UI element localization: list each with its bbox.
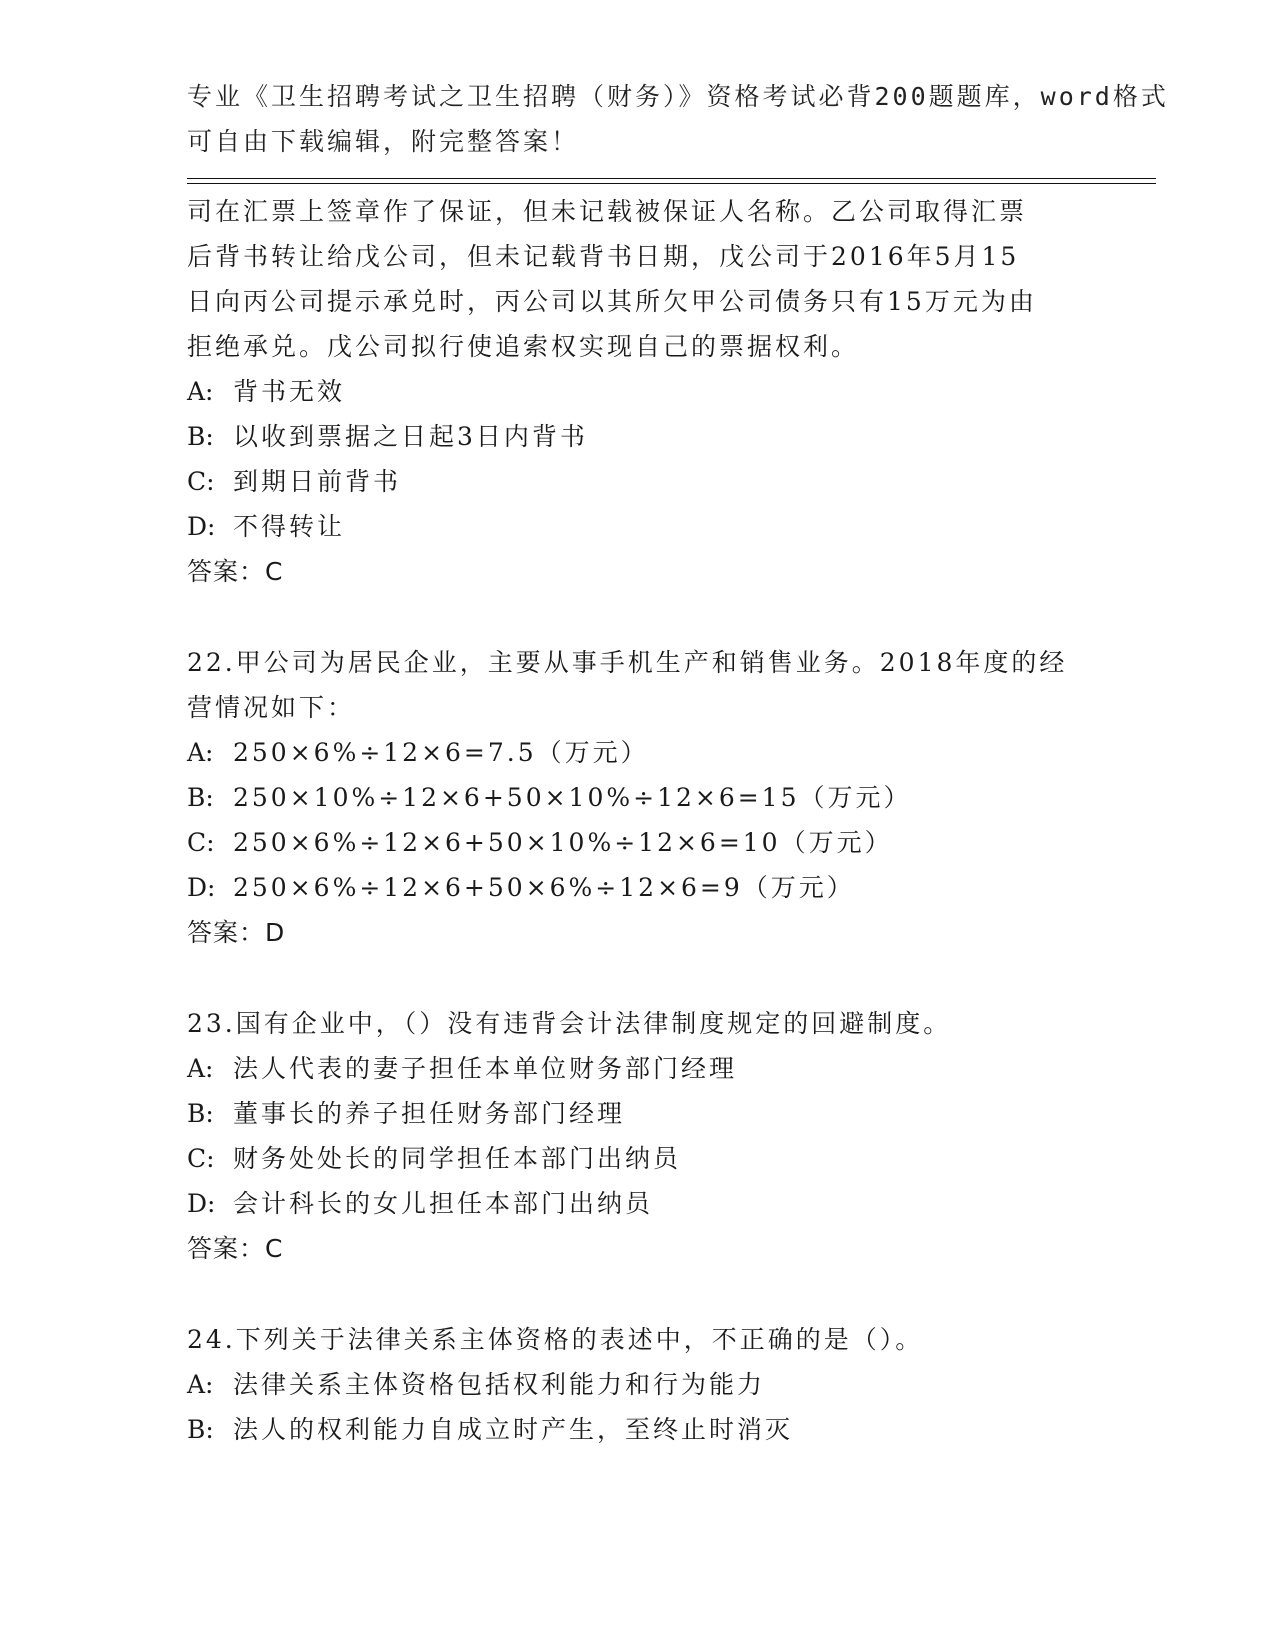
header-rule-top (187, 178, 1156, 179)
header-line-1: 专业《卫生招聘考试之卫生招聘（财务）》资格考试必背200题题库，word格式 (187, 82, 1169, 111)
question-block-24 (187, 1317, 1087, 1452)
option-text: 法人代表的妻子担任本单位财务部门经理 (233, 1054, 738, 1083)
header-line-2: 可自由下载编辑，附完整答案！ (187, 127, 580, 156)
option-text: 财务处处长的同学担任本部门出纳员 (233, 1144, 682, 1173)
option-text: 法人的权利能力自成立时产生，至终止时消灭 (233, 1415, 794, 1444)
option-key: C: (187, 467, 215, 496)
header-rule-bottom (187, 183, 1156, 184)
option-c (187, 459, 1087, 504)
option-a (187, 1046, 1087, 1091)
spacer (187, 955, 1087, 1001)
answer-line: 答案：D (187, 918, 286, 947)
option-key: B: (187, 1415, 214, 1444)
option-d (187, 865, 1087, 910)
document-header (187, 74, 1169, 164)
option-b (187, 1407, 1087, 1452)
question-text-line: 22.甲公司为居民企业，主要从事手机生产和销售业务。2018年度的经 (187, 648, 1068, 677)
option-key: A: (187, 377, 214, 406)
option-key: B: (187, 1099, 214, 1128)
answer-line: 答案：C (187, 557, 284, 586)
question-text-line: 司在汇票上签章作了保证，但未记载被保证人名称。乙公司取得汇票 (187, 197, 1028, 226)
option-key: D: (187, 512, 216, 541)
option-key: A: (187, 1054, 214, 1083)
option-a (187, 1362, 1087, 1407)
option-d (187, 504, 1087, 549)
option-text: 250×6%÷12×6+50×6%÷12×6=9（万元） (233, 873, 855, 902)
option-b (187, 775, 1087, 820)
option-text: 会计科长的女儿担任本部门出纳员 (233, 1189, 654, 1218)
option-text: 不得转让 (233, 512, 346, 541)
option-b (187, 1091, 1087, 1136)
question-block-continued (187, 189, 1087, 594)
option-text: 到期日前背书 (233, 467, 402, 496)
option-key: D: (187, 873, 216, 902)
spacer (187, 594, 1087, 640)
option-a (187, 730, 1087, 775)
option-key: C: (187, 828, 215, 857)
question-block-22 (187, 640, 1087, 955)
question-text-line: 拒绝承兑。戊公司拟行使追索权实现自己的票据权利。 (187, 332, 860, 361)
option-c (187, 1136, 1087, 1181)
option-text: 250×6%÷12×6=7.5（万元） (233, 738, 649, 767)
option-d (187, 1181, 1087, 1226)
option-text: 250×10%÷12×6+50×10%÷12×6=15（万元） (233, 783, 912, 812)
option-a (187, 369, 1087, 414)
option-key: D: (187, 1189, 216, 1218)
option-key: C: (187, 1144, 215, 1173)
option-text: 250×6%÷12×6+50×10%÷12×6=10（万元） (233, 828, 893, 857)
document-body (187, 189, 1087, 1452)
option-text: 以收到票据之日起3日内背书 (233, 422, 588, 451)
option-c (187, 820, 1087, 865)
question-text-line: 营情况如下： (187, 693, 356, 722)
question-text-line: 后背书转让给戊公司，但未记载背书日期，戊公司于2016年5月15 (187, 242, 1020, 271)
question-text-line: 23.国有企业中，（）没有违背会计法律制度规定的回避制度。 (187, 1009, 952, 1038)
option-key: A: (187, 1370, 214, 1399)
option-text: 背书无效 (233, 377, 346, 406)
spacer (187, 1271, 1087, 1317)
option-text: 董事长的养子担任财务部门经理 (233, 1099, 626, 1128)
option-b (187, 414, 1087, 459)
question-text-line: 24.下列关于法律关系主体资格的表述中，不正确的是（）。 (187, 1325, 924, 1354)
answer-line: 答案：C (187, 1234, 284, 1263)
option-key: A: (187, 738, 214, 767)
question-block-23 (187, 1001, 1087, 1271)
option-text: 法律关系主体资格包括权利能力和行为能力 (233, 1370, 766, 1399)
option-key: B: (187, 422, 214, 451)
option-key: B: (187, 783, 214, 812)
question-text-line: 日向丙公司提示承兑时，丙公司以其所欠甲公司债务只有15万元为由 (187, 287, 1037, 316)
